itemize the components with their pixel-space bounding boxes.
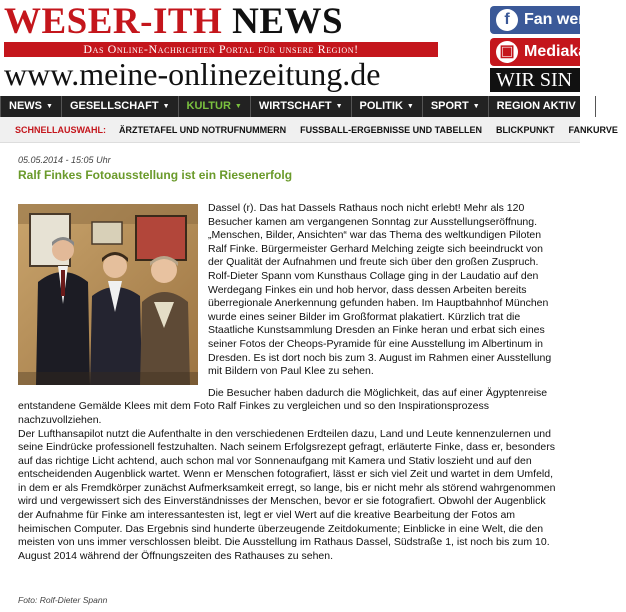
nav-item-gesellschaft[interactable] — [61, 96, 178, 117]
chevron-down-icon: ▼ — [472, 103, 480, 110]
quick-link-fankurve[interactable]: FANKURVE — [568, 124, 618, 135]
chevron-down-icon: ▼ — [579, 103, 587, 110]
quick-select-bar — [0, 117, 618, 143]
nav-item-region-aktiv[interactable] — [488, 96, 595, 117]
brand-logo[interactable] — [4, 1, 442, 56]
quick-link-aerztetafel[interactable]: ÄRZTETAFEL UND NOTRUFNUMMERN — [119, 124, 287, 135]
chevron-down-icon: ▼ — [335, 103, 343, 110]
nav-item-news[interactable] — [0, 96, 61, 117]
site-tagline: Das Online-Nachrichten Portal für unsere Region! — [4, 42, 438, 57]
chevron-down-icon: ▼ — [234, 103, 242, 110]
quick-link-fussball[interactable]: FUSSBALL-ERGEBNISSE UND TABELLEN — [300, 124, 482, 135]
site-title-part1: WESER-ITH — [4, 1, 223, 42]
media-label: Mediakar — [524, 43, 594, 60]
nav-item-label: WIRTSCHAFT — [258, 100, 332, 112]
quick-select-label: SCHNELLAUSWAHL: — [15, 124, 106, 135]
facebook-icon: f — [496, 9, 518, 31]
chevron-down-icon: ▼ — [406, 103, 414, 110]
article-paragraph-1: Dassel (r). Das hat Dassels Rathaus noch nicht erlebt! Mehr als 120 Besucher kamen am vergangenen Sonntag zur Ausstellungseröffnung. „Menschen, Bilder, Ansichten“ war das Thema des weltkundigen Piloten Ralf Finke. Bürgermeister Gerhard Melching zeigte sich beeindruckt von der Qualität der Aufnahmen und freute sich über den großen Zuspruch. Rolf-Dieter Spann vom Kunsthaus Collage ging in der Laudatio auf den Werdegang Finkes ein und hob hervor, dass dessen Arbeiten bereits überregionale Anerkennung gefunden haben. Im Hauptbahnhof München wurde eines seiner Bilder im Großformat plakatiert. Kürzlich trat die Staatliche Kunstsammlung Dresden an Finke heran und erbat sich eines seiner Fotos der Cheops-Pyramide für eine Ausstellung im Albertinum in Dresden. Es ist dort noch bis zum 3. August im Rahmen einer Ausstellung mit Bildern von Paul Klee zu sehen. — [208, 202, 552, 378]
main-nav — [0, 96, 619, 118]
site-title-part2: NEWS — [232, 1, 344, 42]
article-body — [18, 202, 560, 563]
site-url[interactable]: www.meine-onlinezeitung.de — [4, 56, 381, 92]
chevron-down-icon: ▼ — [46, 103, 53, 110]
photo-spacer — [18, 202, 202, 388]
photo-caption: Foto: Rolf-Dieter Spann — [18, 595, 108, 605]
article-paragraph-2: Die Besucher haben dadurch die Möglichkeit, das auf einer Ägyptenreise entstandene Gemälde Klees mit dem Foto Ralf Finkes zu vergleichen und so den Inspirationsprozess nachzuvollziehen. — [18, 386, 548, 426]
facebook-label: Fan wer — [524, 11, 585, 28]
nav-item-sport[interactable] — [422, 96, 488, 117]
nav-item-politik[interactable] — [351, 96, 422, 117]
nav-item-label: POLITIK — [359, 100, 403, 112]
site-header — [0, 0, 594, 96]
nav-item-label: PA — [603, 100, 619, 112]
nav-item-label: KULTUR — [186, 100, 231, 112]
nav-item-label: REGION AKTIV — [496, 100, 576, 112]
article-date: 05.05.2014 - 15:05 Uhr — [18, 155, 111, 165]
quick-link-blickpunkt[interactable]: BLICKPUNKT — [496, 124, 555, 135]
nav-item-kultur[interactable] — [178, 96, 250, 117]
nav-item-wirtschaft[interactable] — [250, 96, 351, 117]
facebook-button[interactable] — [490, 6, 585, 34]
article-headline: Ralf Finkes Fotoausstellung ist ein Riesenerfolg — [18, 168, 293, 182]
nav-item-label: SPORT — [430, 100, 469, 112]
media-icon: ▣ — [496, 41, 518, 63]
media-button[interactable] — [490, 38, 594, 66]
article-paragraph-3: Der Lufthansapilot nutzt die Aufenthalte in den verschiedenen Erdteilen dazu, Land und Leute kennenzulernen und seine Eindrücke professionell festzuhalten. Nach seinem Erfolgsrezept gefragt, erläuterte Finke, dass er, besonders auf das richtige Licht achtend, auch schon mal vor Sonnenaufgang mit Kamera und Stativ loszieht und auf den entscheidenden Augenblick wartet. Wenn er Menschen fotografiert, lässt er sich viel Zeit und wartet in dem Umfeld, in dem er als Fremdkörper zunächst Aufmerksamkeit erregt, so lange, bis er nicht mehr als störend wahrgenommen wird und vergewissert sich des Einverständnisses der Menschen, bevor er sie fotografiert. Obwohl der Augenblick der Aufnahme für Finke am interessantesten ist, legt er viel Wert auf die kreative Bearbeitung der Fotos am heimischen Computer. Das Ergebnis sind hunderte überzeugende Zeitdokumente; Einblicke in eine Welt, die den meisten von uns immer verschlossen bleibt. Die Ausstellung im Rathaus Dassel, Südstraße 1, ist noch bis zum 10. August 2014 während der Öffnungszeiten des Rathauses zu sehen. — [18, 427, 556, 562]
nav-item-label: GESELLSCHAFT — [69, 100, 159, 112]
chevron-down-icon: ▼ — [162, 103, 170, 110]
slogan-banner[interactable]: WIR SIN — [490, 68, 580, 92]
nav-item-label: NEWS — [9, 100, 42, 112]
site-title — [4, 1, 344, 42]
nav-item-pa[interactable] — [595, 96, 626, 117]
